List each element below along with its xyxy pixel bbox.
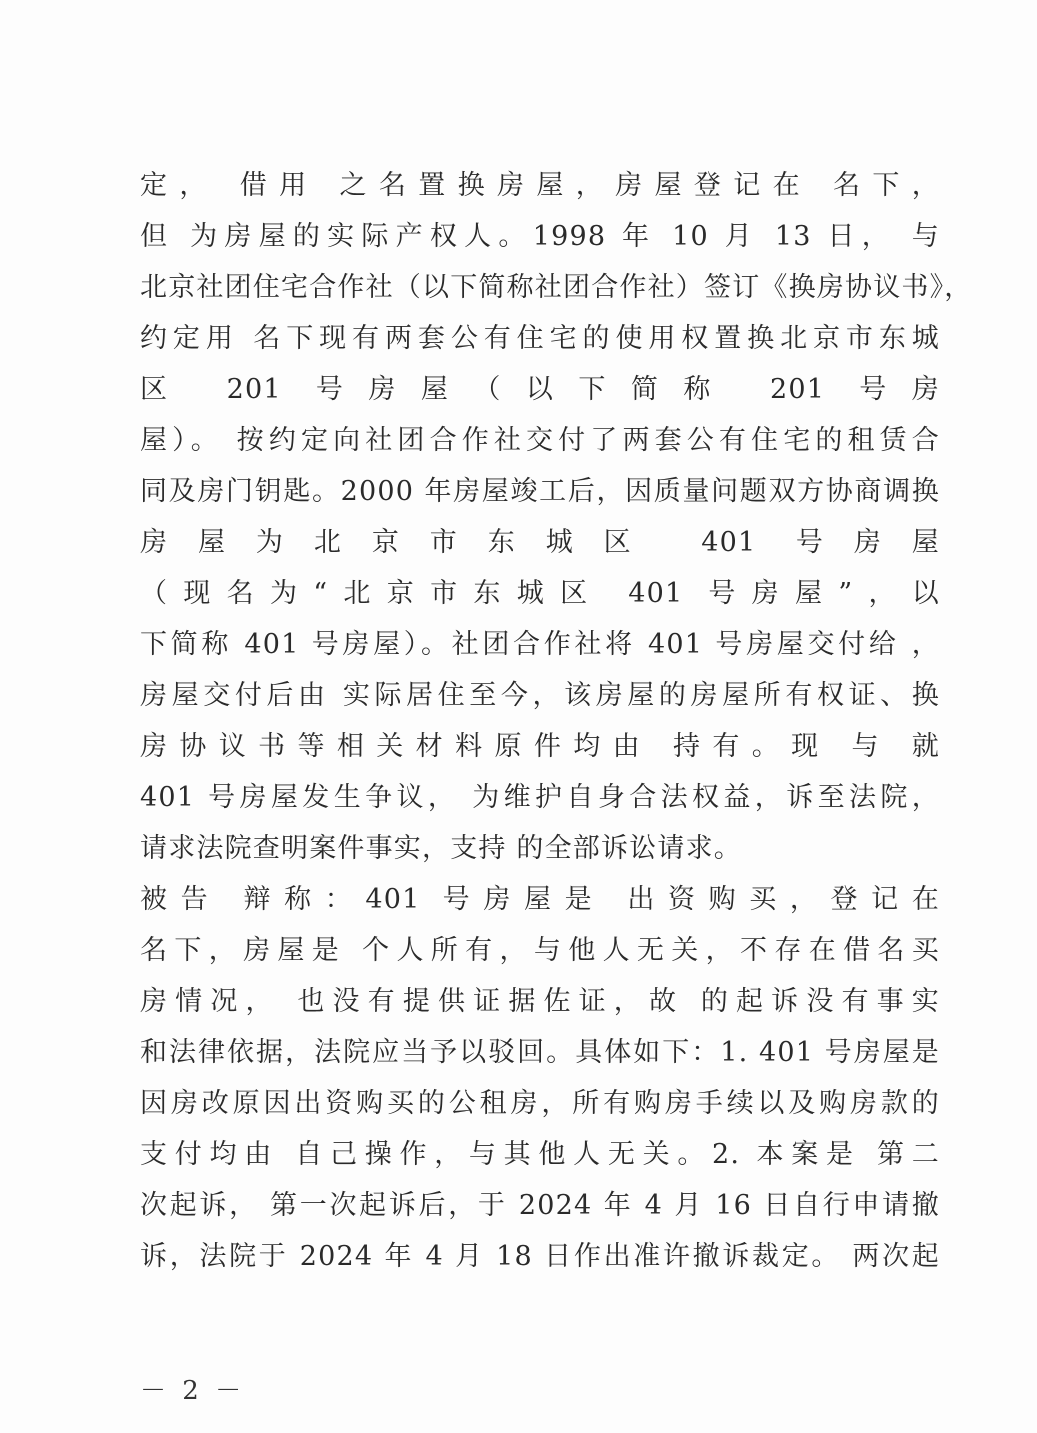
text-line: 约定用 名下现有两套公有住宅的使用权置换北京市东城: [140, 323, 940, 354]
text-line: 房情况， 也没有提供证据佐证，故 的起诉没有事实: [140, 986, 940, 1017]
text-line: 次起诉， 第一次起诉后，于 2024 年 4 月 16 日自行申请撤: [140, 1190, 940, 1221]
text-line: 北京社团住宅合作社（以下简称社团合作社）签订《换房协议书》，: [140, 272, 973, 303]
text-line: 名下，房屋是 个人所有，与他人无关，不存在借名买: [140, 935, 940, 966]
text-line: 下简称 401 号房屋）。社团合作社将 401 号房屋交付给 ，: [140, 629, 940, 660]
text-line: 被告 辩称：401 号房屋是 出资购买，登记在: [140, 884, 940, 915]
text-line: 房协议书等相关材料原件均由 持有。现 与 就: [140, 731, 940, 762]
page-number: － 2 －: [140, 1376, 246, 1406]
text-line: 诉，法院于 2024 年 4 月 18 日作出准许撤诉裁定。 两次起: [140, 1241, 940, 1272]
text-line: 支付均由 自己操作，与其他人无关。2. 本案是 第二: [140, 1139, 940, 1170]
text-line: （现名为“北京市东城区 401 号房屋”，以: [140, 578, 940, 609]
text-line: 区 201 号房屋（以下简称 201 号房: [140, 374, 940, 405]
text-line: 因房改原因出资购买的公租房，所有购房手续以及购房款的: [140, 1088, 940, 1119]
text-line: 请求法院查明案件事实，支持 的全部诉讼请求。: [140, 833, 742, 864]
text-line: 房屋交付后由 实际居住至今，该房屋的房屋所有权证、换: [140, 680, 940, 711]
text-line: 屋）。 按约定向社团合作社交付了两套公有住宅的租赁合: [140, 425, 940, 456]
text-line: 同及房门钥匙。2000 年房屋竣工后，因质量问题双方协商调换: [140, 476, 940, 507]
text-line: 定， 借用 之名置换房屋，房屋登记在 名下，: [140, 170, 940, 201]
text-line: 和法律依据，法院应当予以驳回。具体如下：1. 401 号房屋是: [140, 1037, 940, 1068]
text-line: 但 为房屋的实际产权人。1998 年 10 月 13 日， 与: [140, 221, 940, 252]
text-line: 房屋为北京市东城区 401 号房屋: [140, 527, 940, 558]
text-line: 401 号房屋发生争议， 为维护自身合法权益，诉至法院，: [140, 782, 940, 813]
document-body: [140, 160, 973, 1282]
